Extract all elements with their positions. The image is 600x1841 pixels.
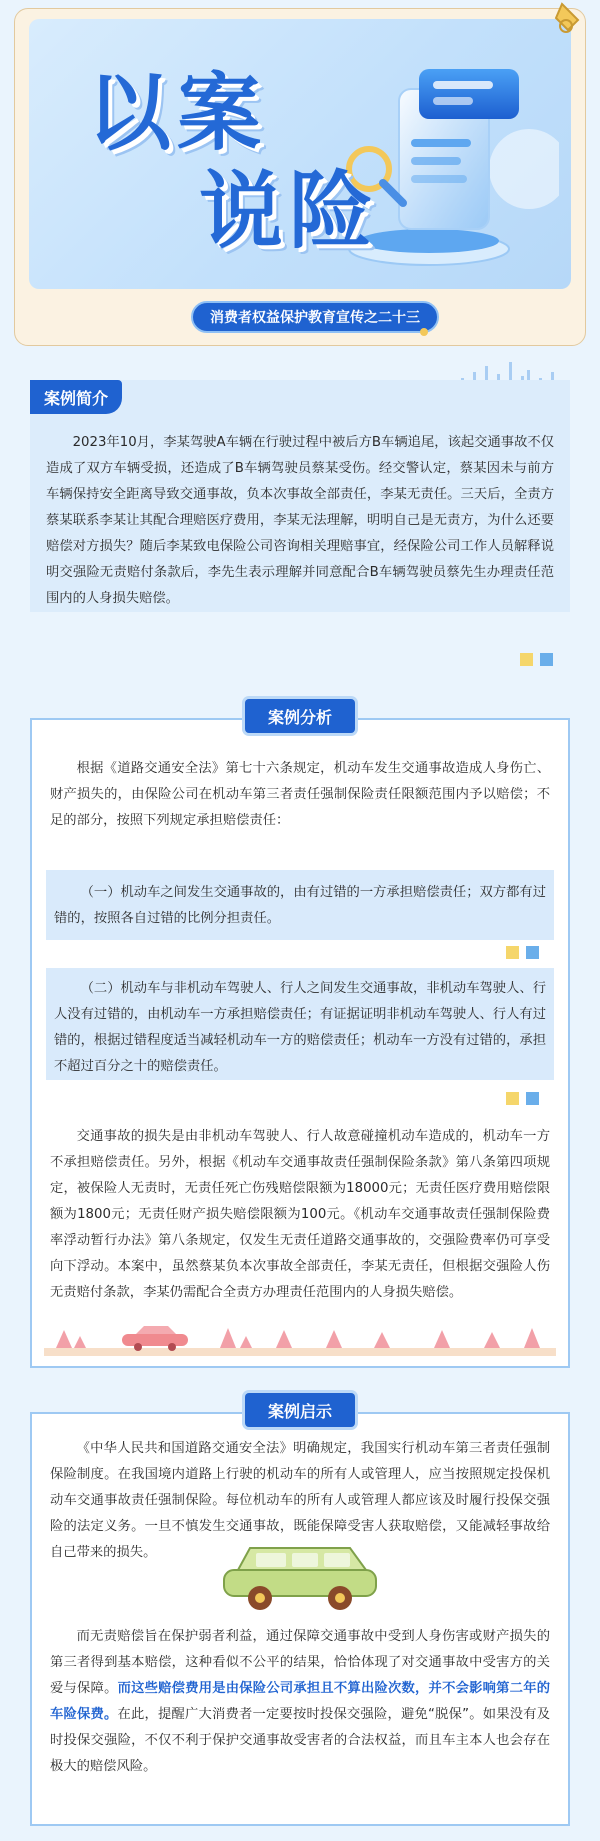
inspiration-text-c: 在此，提醒广大消费者一定要按时投保交强险，避免“脱保”。如果没有及时投保交强险，不仅不利于保护交通事故受害者的合法权益，而且车主本人也会存在极大的赔偿风险。: [50, 1707, 551, 1774]
yellow-square-icon: [506, 946, 519, 959]
blue-square-icon: [540, 653, 553, 666]
hero-title-line2: 说险: [199, 162, 380, 260]
car-icon: [220, 1544, 380, 1614]
inspiration-text-a: 而无责赔偿旨在保护弱者利益，通过保障交通事故中受到人身伤害或财产损失的第三者得到基本赔偿，这种看似不公平的结果，恰恰体现了对交通事故中受害方的关爱与保障。: [50, 1629, 550, 1696]
intro-text: 2023年10月，李某驾驶A车辆在行驶过程中被后方B车辆追尾，该起交通事故不仅造成了双方车辆受损，还造成了B车辆驾驶员蔡某受伤。经交警认定，蔡某因未与前方车辆保持安全距离导致交通事故，负本次事故全部责任，李某无责任。三天后，全责方蔡某联系李某让其配合理赔医疗费用，李某无法理解，明明自己是无责方，为什么还要赔偿对方损失？随后李某致电保险公司咨询相关理赔事宜，经保险公司工作人员解释说明交强险无责赔付条款后，李先生表示理解并同意配合B车辆驾驶员蔡先生办理责任范围内的人身损失赔偿。: [46, 435, 554, 606]
hero-card: [14, 8, 586, 346]
blue-square-icon: [526, 1092, 539, 1105]
road-trees-icon: [44, 1318, 556, 1358]
blue-square-icon: [526, 946, 539, 959]
analysis-paragraph-3: （二）机动车与非机动车驾驶人、行人之间发生交通事故，非机动车驾驶人、行人没有过错的，由机动车一方承担赔偿责任；有证据证明非机动车驾驶人、行人有过错的，根据过错程度适当减轻机动车一方的赔偿责任；机动车一方没有过错的，承担不超过百分之十的赔偿责任。: [54, 981, 546, 1074]
yellow-square-icon: [506, 1092, 519, 1105]
hero-title-line1: 以案: [87, 64, 268, 162]
hero-subtitle: 消费者权益保护教育宣传之二十三: [191, 301, 439, 333]
inspiration-paragraph-2: [50, 1624, 550, 1780]
analysis-paragraph-2: （一）机动车之间发生交通事故的，由有过错的一方承担赔偿责任；双方都有过错的，按照各自过错的比例分担责任。: [54, 885, 546, 926]
pencil-icon: [552, 0, 586, 40]
analysis-paragraph-1: 根据《道路交通安全法》第七十六条规定，机动车发生交通事故造成人身伤亡、财产损失的，由保险公司在机动车第三者责任强制保险责任限额范围内予以赔偿；不足的部分，按照下列规定承担赔偿责任：: [50, 761, 550, 828]
yellow-square-icon: [520, 653, 533, 666]
inspiration-highlight-text: 而这些赔偿费用是由保险公司承担且不算出险次数，并不会影响第二年的车险保费。: [50, 1681, 551, 1722]
analysis-tag: 案例分析: [245, 699, 355, 733]
hero-banner: [29, 19, 571, 289]
inspiration-paragraph-1: 《中华人民共和国道路交通安全法》明确规定，我国实行机动车第三者责任强制保险制度。在我国境内道路上行驶的机动车的所有人或管理人，应当按照规定投保机动车交通事故责任强制保险。每位机动车的所有人或管理人都应该及时履行投保交强险的法定义务。一旦不慎发生交通事故，既能保障受害人获取赔偿，又能减轻事故给自己带来的损失。: [50, 1441, 550, 1560]
inspiration-tag: 案例启示: [245, 1393, 355, 1427]
intro-tag: 案例简介: [30, 380, 122, 414]
analysis-paragraph-4: 交通事故的损失是由非机动车驾驶人、行人故意碰撞机动车造成的，机动车一方不承担赔偿责任。另外，根据《机动车交通事故责任强制保险条款》第八条第四项规定，被保险人无责时，无责任死亡伤残赔偿限额为18000元；无责任医疗费用赔偿限额为1800元；无责任财产损失赔偿限额为100元。《机动车交通事故责任强制保险费率浮动暂行办法》第八条规定，仅发生无责任道路交通事故的，交强险费率仍可享受向下浮动。本案中，虽然蔡某负本次事故全部责任，李某无责任，但根据交强险人伤无责赔付条款，李某仍需配合全责方办理责任范围内的人身损失赔偿。: [50, 1129, 550, 1300]
dot-icon: [419, 327, 429, 337]
